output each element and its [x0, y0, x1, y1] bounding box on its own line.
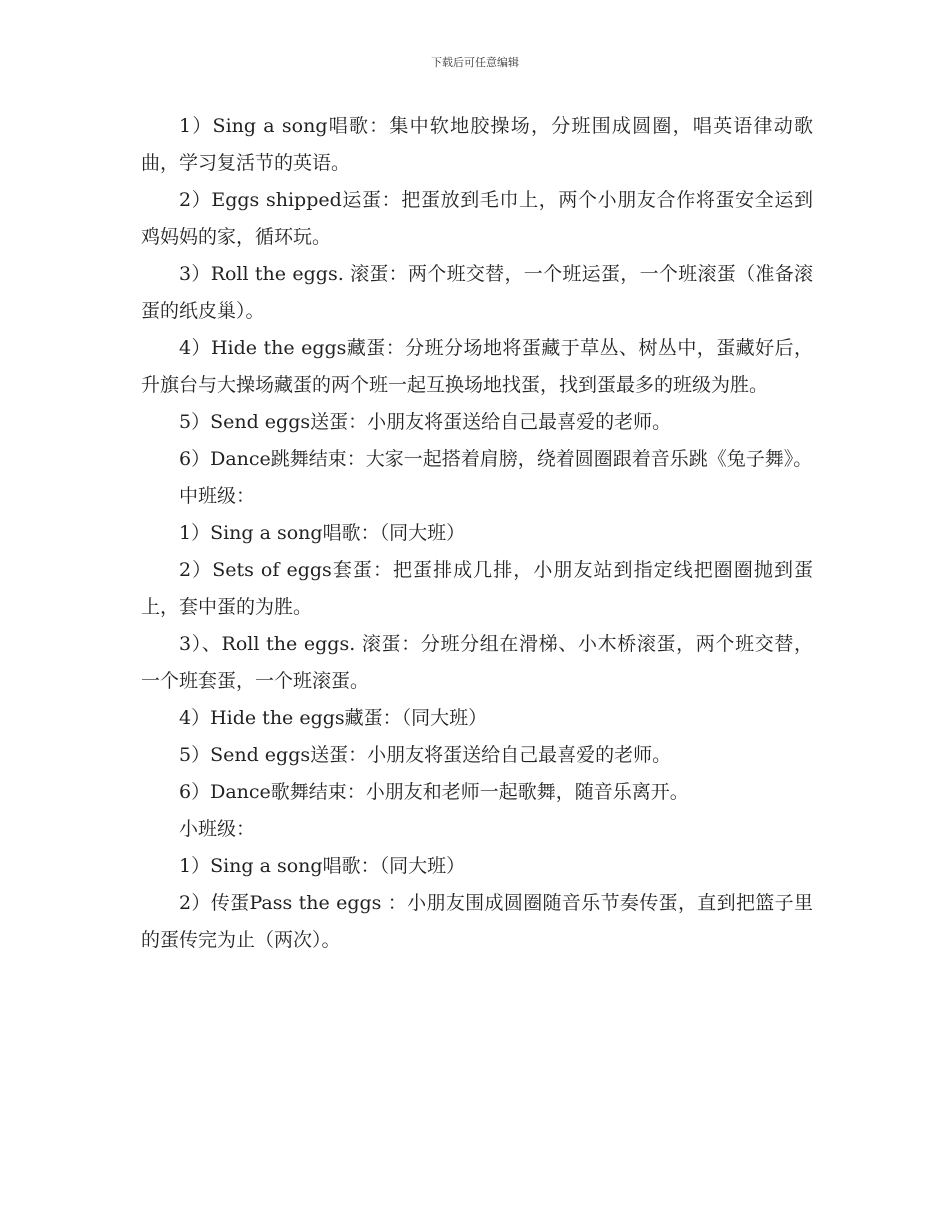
paragraph-junior-pass-eggs: 2）传蛋Pass the eggs ：小朋友围成圆圈随音乐节奏传蛋，直到把篮子里的蛋传完为止（两次）。	[141, 892, 813, 951]
paragraph-senior-dance: 6）Dance跳舞结束：大家一起搭着肩膀，绕着圆圈跟着音乐跳《兔子舞》。	[179, 448, 813, 470]
paragraph-senior-eggs-shipped: 2）Eggs shipped运蛋：把蛋放到毛巾上，两个小朋友合作将蛋安全运到鸡妈妈的家，循环玩。	[141, 189, 813, 248]
paragraph-middle-sets-of-eggs: 2）Sets of eggs套蛋：把蛋排成几排，小朋友站到指定线把圈圈抛到蛋上，套中蛋的为胜。	[141, 559, 813, 618]
document-body	[141, 108, 813, 959]
section-heading-junior-class: 小班级：	[179, 818, 256, 840]
page-header: 下载后可任意编辑	[431, 56, 519, 69]
paragraph-junior-sing-song: 1）Sing a song唱歌：（同大班）	[179, 855, 466, 877]
paragraph-middle-roll-eggs: 3）、Roll the eggs. 滚蛋：分班分组在滑梯、小木桥滚蛋，两个班交替，一个班套蛋，一个班滚蛋。	[141, 633, 813, 692]
paragraph-middle-hide-eggs: 4）Hide the eggs藏蛋：（同大班）	[179, 707, 488, 729]
paragraph-senior-roll-eggs: 3）Roll the eggs. 滚蛋：两个班交替，一个班运蛋，一个班滚蛋（准备滚蛋的纸皮巢）。	[141, 263, 813, 322]
paragraph-senior-sing-song: 1）Sing a song唱歌：集中软地胶操场，分班围成圆圈，唱英语律动歌曲，学习复活节的英语。	[141, 115, 813, 174]
section-heading-middle-class: 中班级：	[179, 485, 256, 507]
paragraph-senior-send-eggs: 5）Send eggs送蛋：小朋友将蛋送给自己最喜爱的老师。	[179, 411, 672, 433]
paragraph-middle-dance: 6）Dance歌舞结束：小朋友和老师一起歌舞，随音乐离开。	[179, 781, 689, 803]
paragraph-middle-send-eggs: 5）Send eggs送蛋：小朋友将蛋送给自己最喜爱的老师。	[179, 744, 672, 766]
paragraph-middle-sing-song: 1）Sing a song唱歌：（同大班）	[179, 522, 466, 544]
paragraph-senior-hide-eggs: 4）Hide the eggs藏蛋：分班分场地将蛋藏于草丛、树丛中，蛋藏好后，升旗台与大操场藏蛋的两个班一起互换场地找蛋，找到蛋最多的班级为胜。	[141, 337, 813, 396]
